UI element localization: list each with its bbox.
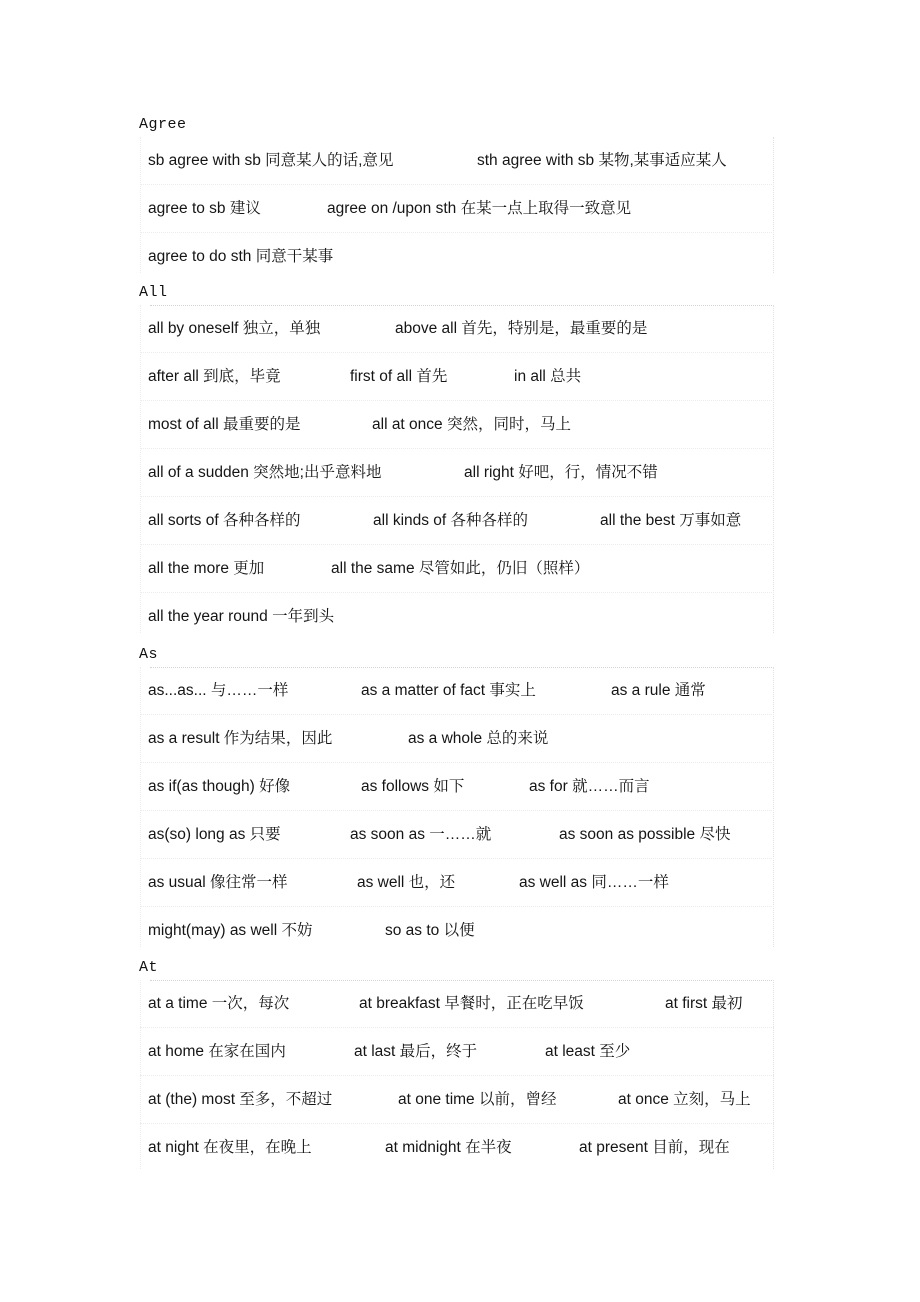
phrase-item: as for 就……而言 xyxy=(529,778,650,795)
phrase-item: at first 最初 xyxy=(665,995,743,1012)
phrase-item: at midnight 在半夜 xyxy=(385,1139,512,1156)
section-heading-at: At xyxy=(139,959,159,976)
phrase-item: at (the) most 至多，不超过 xyxy=(148,1091,333,1108)
phrase-table-as xyxy=(140,667,774,947)
phrase-item: as soon as 一……就 xyxy=(350,826,492,843)
phrase-item: as well as 同……一样 xyxy=(519,874,669,891)
phrase-item: as a matter of fact 事实上 xyxy=(361,682,536,699)
phrase-item: at breakfast 早餐时，正在吃早饭 xyxy=(359,995,584,1012)
phrase-item: all sorts of 各种各样的 xyxy=(148,512,301,529)
table-row xyxy=(140,185,774,233)
phrase-item: first of all 首先 xyxy=(350,368,448,385)
phrase-item: at night 在夜里，在晚上 xyxy=(148,1139,312,1156)
phrase-item: as a whole 总的来说 xyxy=(408,730,549,747)
phrase-item: all the best 万事如意 xyxy=(600,512,742,529)
section-heading-agree: Agree xyxy=(139,116,187,133)
table-row xyxy=(140,715,774,763)
phrase-item: at least 至少 xyxy=(545,1043,631,1060)
phrase-item: all the year round 一年到头 xyxy=(148,608,335,625)
table-row xyxy=(140,593,774,633)
table-row xyxy=(140,137,774,185)
table-row xyxy=(140,305,774,353)
phrase-table-at xyxy=(140,980,774,1169)
section-heading-as: As xyxy=(139,646,159,663)
phrase-item: at last 最后，终于 xyxy=(354,1043,478,1060)
phrase-item: as(so) long as 只要 xyxy=(148,826,281,843)
table-row xyxy=(140,1076,774,1124)
phrase-item: as a rule 通常 xyxy=(611,682,706,699)
phrase-item: as soon as possible 尽快 xyxy=(559,826,731,843)
table-row xyxy=(140,449,774,497)
table-row xyxy=(140,233,774,273)
phrase-item: as usual 像往常一样 xyxy=(148,874,288,891)
table-row xyxy=(140,811,774,859)
table-row xyxy=(140,401,774,449)
table-row xyxy=(140,907,774,947)
table-row xyxy=(140,763,774,811)
phrase-item: at home 在家在国内 xyxy=(148,1043,286,1060)
table-row xyxy=(140,353,774,401)
table-row xyxy=(140,1124,774,1169)
phrase-item: at present 目前，现在 xyxy=(579,1139,730,1156)
phrase-item: so as to 以便 xyxy=(385,922,475,939)
table-row xyxy=(140,497,774,545)
phrase-item: all the same 尽管如此，仍旧（照样） xyxy=(331,560,590,577)
phrase-item: all by oneself 独立，单独 xyxy=(148,320,321,337)
table-row xyxy=(140,1028,774,1076)
phrase-item: agree to do sth 同意干某事 xyxy=(148,248,334,265)
phrase-item: sb agree with sb 同意某人的话,意见 xyxy=(148,152,394,169)
phrase-item: as follows 如下 xyxy=(361,778,465,795)
table-row xyxy=(140,667,774,715)
phrase-item: all right 好吧，行，情况不错 xyxy=(464,464,658,481)
phrase-item: as...as... 与……一样 xyxy=(148,682,289,699)
phrase-table-all xyxy=(140,305,774,633)
phrase-item: agree to sb 建议 xyxy=(148,200,261,217)
phrase-item: as a result 作为结果，因此 xyxy=(148,730,333,747)
phrase-item: all the more 更加 xyxy=(148,560,265,577)
phrase-item: as if(as though) 好像 xyxy=(148,778,291,795)
table-row xyxy=(140,859,774,907)
phrase-table-agree xyxy=(140,137,774,273)
phrase-item: all kinds of 各种各样的 xyxy=(373,512,529,529)
phrase-item: most of all 最重要的是 xyxy=(148,416,301,433)
phrase-item: at a time 一次，每次 xyxy=(148,995,290,1012)
phrase-item: all of a sudden 突然地;出乎意料地 xyxy=(148,464,382,481)
phrase-item: might(may) as well 不妨 xyxy=(148,922,313,939)
phrase-item: above all 首先，特别是，最重要的是 xyxy=(395,320,648,337)
phrase-item: in all 总共 xyxy=(514,368,582,385)
phrase-item: at once 立刻，马上 xyxy=(618,1091,751,1108)
phrase-item: sth agree with sb 某物,某事适应某人 xyxy=(477,152,727,169)
section-heading-all: All xyxy=(139,284,168,301)
phrase-item: after all 到底，毕竟 xyxy=(148,368,281,385)
phrase-item: at one time 以前，曾经 xyxy=(398,1091,557,1108)
phrase-item: agree on /upon sth 在某一点上取得一致意见 xyxy=(327,200,632,217)
table-row xyxy=(140,545,774,593)
phrase-item: as well 也，还 xyxy=(357,874,456,891)
table-row xyxy=(140,980,774,1028)
phrase-item: all at once 突然，同时，马上 xyxy=(372,416,571,433)
